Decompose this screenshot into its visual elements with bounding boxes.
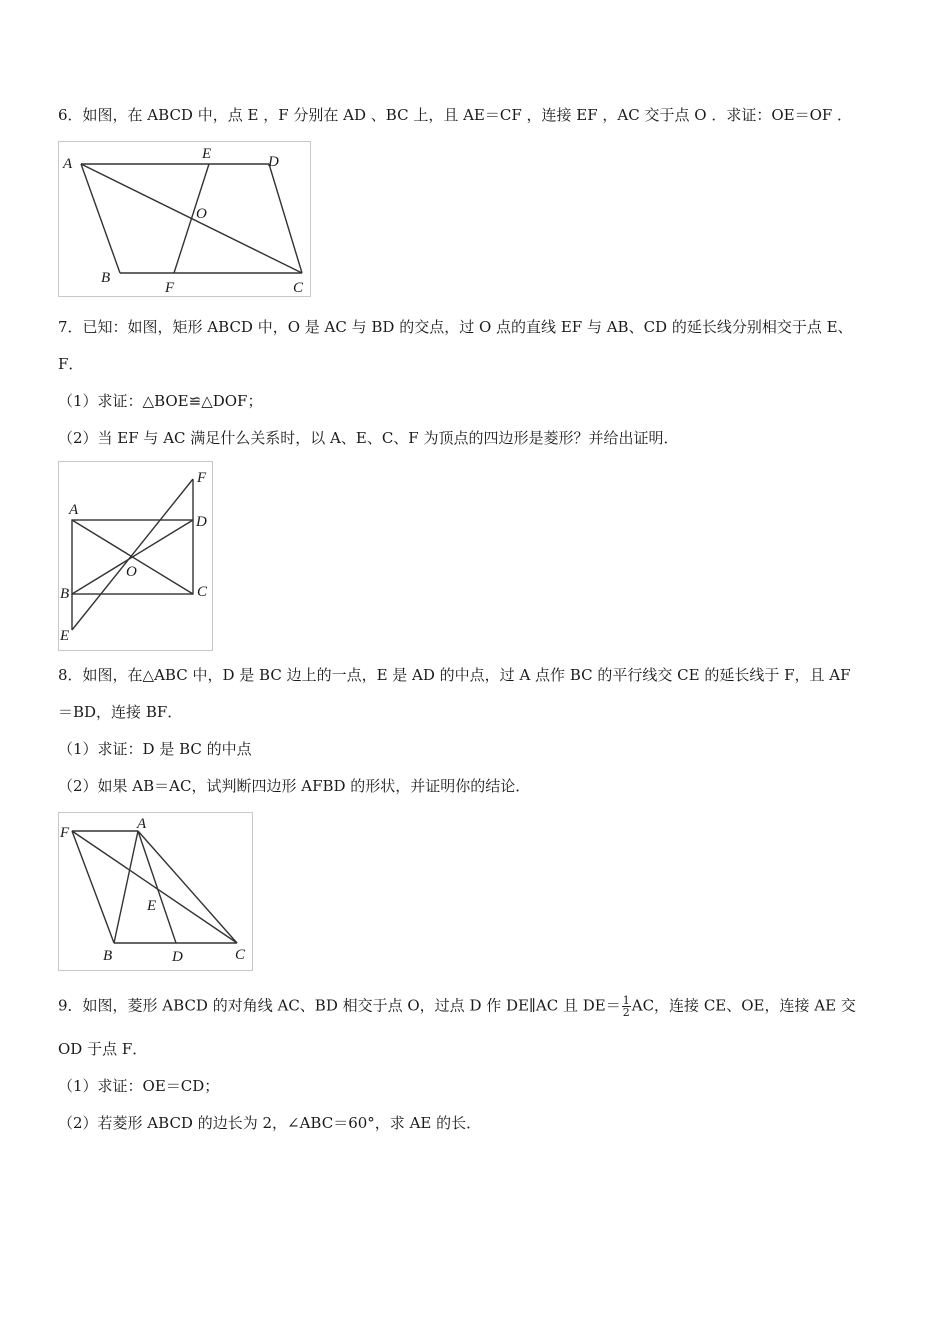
label-B: B — [103, 948, 113, 964]
label-D: D — [268, 154, 279, 170]
label-D: D — [172, 949, 183, 965]
q9-text-line1-a: 9．如图，菱形 ABCD 的对角线 AC、BD 相交于点 O，过点 D 作 DE∥AC 且 DE＝ — [58, 996, 621, 1015]
label-A: A — [63, 156, 73, 172]
label-C: C — [293, 280, 304, 296]
label-O: O — [126, 564, 137, 580]
seg-EF — [72, 479, 193, 630]
label-C: C — [235, 947, 246, 963]
q7-part1: （1）求证：△BOE≌△DOF； — [58, 392, 263, 410]
fraction-denominator: 2 — [622, 1006, 630, 1019]
label-F: F — [60, 825, 70, 841]
q8-figure — [58, 812, 253, 971]
fraction-numerator: 1 — [622, 994, 630, 1007]
q9-part2: （2）若菱形 ABCD 的边长为 2，∠ABC＝60°，求 AE 的长． — [58, 1114, 482, 1132]
q7-figure — [58, 461, 213, 651]
q7-text-line1: 7．已知：如图，矩形 ABCD 中，O 是 AC 与 BD 的交点，过 O 点的直线 EF 与 AB、CD 的延长线分别相交于点 E、 — [58, 318, 853, 336]
q8-part1: （1）求证：D 是 BC 的中点 — [58, 740, 252, 758]
seg-AC — [138, 831, 237, 943]
seg-FB — [72, 831, 114, 943]
label-F: F — [197, 470, 207, 486]
label-E: E — [202, 146, 212, 162]
q8-text-line2: ＝BD，连接 BF． — [58, 703, 183, 721]
q9-text-line2: OD 于点 F． — [58, 1040, 148, 1058]
parallelogram-diagram — [59, 142, 310, 296]
seg-DC — [269, 164, 302, 273]
q9-text-line1 — [58, 995, 856, 1018]
q7-text-line2: F． — [58, 355, 84, 373]
seg-FC — [72, 831, 237, 943]
label-B: B — [101, 270, 111, 286]
label-F: F — [165, 280, 175, 296]
one-half-fraction — [622, 995, 631, 1018]
label-O: O — [196, 206, 207, 222]
q7-part2: （2）当 EF 与 AC 满足什么关系时，以 A、E、C、F 为顶点的四边形是菱形？并给出证明． — [58, 429, 679, 447]
q9-text-line1-b: AC，连接 CE、OE，连接 AE 交 — [631, 996, 856, 1015]
label-E: E — [60, 628, 70, 644]
q6-text: 6．如图，在 ABCD 中，点 E ，F 分别在 AD 、BC 上，且 AE＝CF ，连接 EF ，AC 交于点 O ．求证：OE＝OF ． — [58, 106, 853, 124]
label-A: A — [137, 816, 147, 832]
seg-AD — [138, 831, 176, 943]
label-D: D — [196, 514, 207, 530]
q8-text-line1: 8．如图，在△ABC 中，D 是 BC 边上的一点，E 是 AD 的中点，过 A 点作 BC 的平行线交 CE 的延长线于 F，且 AF — [58, 666, 851, 684]
q6-figure — [58, 141, 311, 297]
label-A: A — [69, 502, 79, 518]
seg-AB — [114, 831, 138, 943]
label-C: C — [197, 584, 208, 600]
triangle-diagram — [59, 813, 252, 970]
q9-part1: （1）求证：OE＝CD； — [58, 1077, 220, 1095]
label-E: E — [147, 898, 157, 914]
q8-part2: （2）如果 AB＝AC，试判断四边形 AFBD 的形状，并证明你的结论． — [58, 777, 531, 795]
rectangle-diagram — [59, 462, 212, 650]
label-B: B — [60, 586, 70, 602]
